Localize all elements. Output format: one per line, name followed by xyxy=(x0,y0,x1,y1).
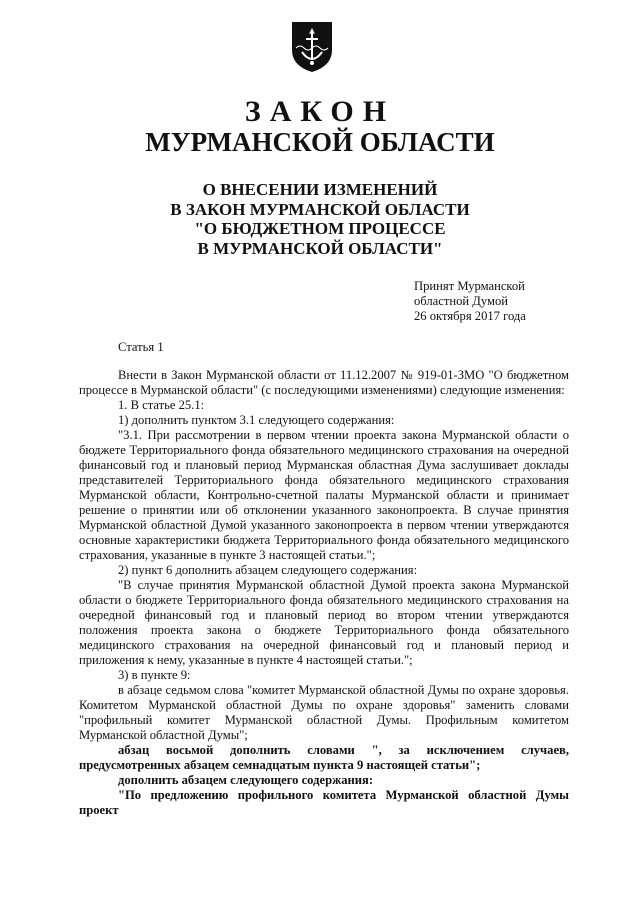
body-paragraph: абзац восьмой дополнить словами ", за исключением случаев, предусмотренных абзацем семнадцатым пункта 9 настоящей статьи"; xyxy=(79,743,569,772)
law-title-line: В МУРМАНСКОЙ ОБЛАСТИ" xyxy=(197,238,443,258)
article-heading: Статья 1 xyxy=(118,340,164,354)
body-paragraph: Внести в Закон Мурманской области от 11.12.2007 № 919-01-ЗМО "О бюджетном процессе в Мурманской области" (с последующими изменениями) следующие изменения: xyxy=(79,368,569,397)
adoption-note xyxy=(414,279,526,324)
region-heading: МУРМАНСКОЙ ОБЛАСТИ xyxy=(145,127,495,157)
body-paragraph: "3.1. При рассмотрении в первом чтении проекта закона Мурманской области о бюджете Территориального фонда обязательного медицинского страхования на очередной финансовый год и плановый период Мурманская областная Дума заслушивает доклады представителей Территориального фонда обязательного медицинского страхования Мурманской области, Контрольно-счетной палаты Мурманской области и принимает решение о принятии или об отклонении указанного законопроекта. В случае принятия Мурманской областной Думой указанного законопроекта в первом чтении утверждаются основные характеристики бюджета Территориального фонда обязательного медицинского страхования, указанные в пункте 3 настоящей статьи."; xyxy=(79,428,569,562)
body-paragraph: 1) дополнить пунктом 3.1 следующего содержания: xyxy=(118,413,395,427)
document-body xyxy=(79,368,569,818)
body-paragraph: 1. В статье 25.1: xyxy=(118,398,205,412)
adoption-line: Принят Мурманской xyxy=(414,279,525,293)
coat-of-arms-icon xyxy=(290,20,334,74)
law-title-line: О ВНЕСЕНИИ ИЗМЕНЕНИЙ xyxy=(202,180,438,199)
law-title xyxy=(0,180,640,258)
adoption-line: областной Думой xyxy=(414,294,509,308)
law-title-line: В ЗАКОН МУРМАНСКОЙ ОБЛАСТИ xyxy=(170,199,470,219)
law-title-line: "О БЮДЖЕТНОМ ПРОЦЕССЕ xyxy=(194,219,446,238)
body-paragraph: дополнить абзацем следующего содержания: xyxy=(118,773,374,787)
body-paragraph: "По предложению профильного комитета Мурманской областной Думы проект xyxy=(79,788,569,817)
document-type-heading: ЗАКОН xyxy=(244,95,396,128)
body-paragraph: в абзаце седьмом слова "комитет Мурманской областной Думы по охране здоровья. Комитетом Мурманской областной Думы по охране здоровья" заменить словами "профильный комитет Мурманской областной Думы. Профильным комитетом Мурманской областной Думы"; xyxy=(79,683,569,742)
body-paragraph: "В случае принятия Мурманской областной Думой проекта закона Мурманской области о бюджете Территориального фонда обязательного медицинского страхования на очередной финансовый год и плановый период во втором чтении утверждаются положения проекта закона о бюджете Территориального фонда обязательного медицинского страхования на очередной финансовый год и плановый период и приложения к нему, указанные в пункте 4 настоящей статьи."; xyxy=(79,578,569,667)
body-paragraph: 2) пункт 6 дополнить абзацем следующего содержания: xyxy=(118,563,418,577)
adoption-date: 26 октября 2017 года xyxy=(414,309,526,323)
body-paragraph: 3) в пункте 9: xyxy=(118,668,191,682)
